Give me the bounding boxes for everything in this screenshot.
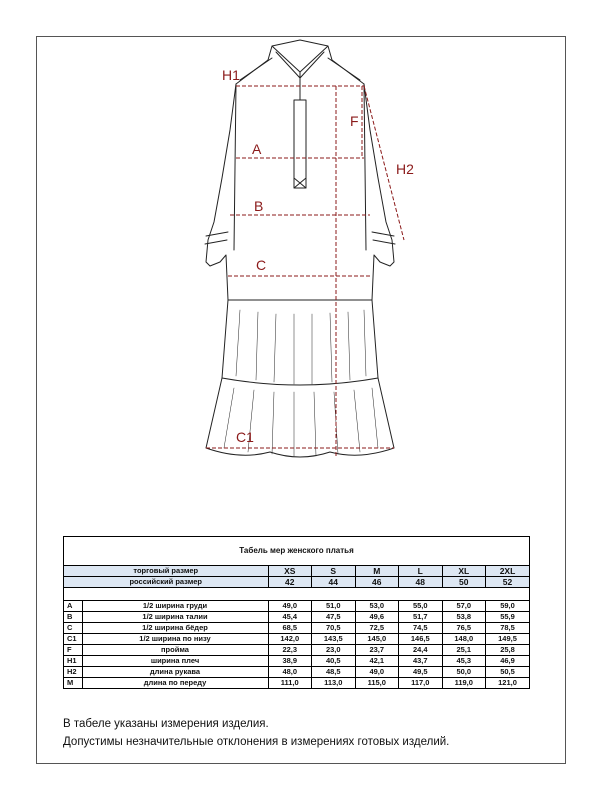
measurement-label: 1/2 ширина груди xyxy=(82,601,268,612)
measure-label-a: A xyxy=(252,141,262,157)
russian-size: 52 xyxy=(486,577,530,588)
measurement-value: 119,0 xyxy=(442,678,486,689)
size-header: M xyxy=(355,566,399,577)
measurement-value: 149,5 xyxy=(486,634,530,645)
measurement-value: 113,0 xyxy=(312,678,356,689)
measurement-row xyxy=(64,667,529,678)
size-chart-table xyxy=(64,566,529,688)
measurement-value: 78,5 xyxy=(486,623,530,634)
measurement-label: 1/2 ширина бёдер xyxy=(82,623,268,634)
russian-size: 46 xyxy=(355,577,399,588)
note-line-1: В табеле указаны измерения изделия. xyxy=(63,718,269,730)
measurement-value: 55,9 xyxy=(486,612,530,623)
measurement-value: 70,5 xyxy=(312,623,356,634)
size-header: 2XL xyxy=(486,566,530,577)
measurement-label: 1/2 ширина талии xyxy=(82,612,268,623)
placket xyxy=(294,100,306,188)
measurement-value: 53,8 xyxy=(442,612,486,623)
measure-label-c: C xyxy=(256,257,267,273)
measurement-value: 48,5 xyxy=(312,667,356,678)
measurement-value: 46,9 xyxy=(486,656,530,667)
measurement-value: 50,5 xyxy=(486,667,530,678)
first-tier xyxy=(222,300,378,385)
measurement-value: 40,5 xyxy=(312,656,356,667)
second-tier xyxy=(206,378,394,457)
measurement-row xyxy=(64,645,529,656)
measurement-label: пройма xyxy=(82,645,268,656)
measurement-value: 50,0 xyxy=(442,667,486,678)
measurement-code: C xyxy=(64,623,82,634)
measurement-value: 76,5 xyxy=(442,623,486,634)
measure-label-h2: H2 xyxy=(396,161,414,177)
measurement-value: 22,3 xyxy=(268,645,312,656)
measurement-value: 74,5 xyxy=(399,623,443,634)
measurement-value: 55,0 xyxy=(399,601,443,612)
russian-size: 50 xyxy=(442,577,486,588)
size-chart xyxy=(63,536,530,689)
measurement-code: C1 xyxy=(64,634,82,645)
measurement-value: 111,0 xyxy=(268,678,312,689)
measurement-row xyxy=(64,656,529,667)
measurement-value: 42,1 xyxy=(355,656,399,667)
measurement-label: длина рукава xyxy=(82,667,268,678)
measurement-value: 49,0 xyxy=(268,601,312,612)
measurement-value: 145,0 xyxy=(355,634,399,645)
measurement-value: 45,3 xyxy=(442,656,486,667)
measurement-value: 23,7 xyxy=(355,645,399,656)
measurement-value: 47,5 xyxy=(312,612,356,623)
measurement-value: 25,1 xyxy=(442,645,486,656)
measurement-row xyxy=(64,678,529,689)
measurement-value: 146,5 xyxy=(399,634,443,645)
measurement-value: 49,6 xyxy=(355,612,399,623)
measurement-value: 24,4 xyxy=(399,645,443,656)
measurement-value: 49,0 xyxy=(355,667,399,678)
collar xyxy=(268,40,332,100)
measurement-code: F xyxy=(64,645,82,656)
measurement-code: A xyxy=(64,601,82,612)
size-chart-title: Табель мер женского платья xyxy=(64,537,529,566)
measurement-value: 45,4 xyxy=(268,612,312,623)
measurement-value: 143,5 xyxy=(312,634,356,645)
size-header: XL xyxy=(442,566,486,577)
measurement-code: H2 xyxy=(64,667,82,678)
russian-size-label: российский размер xyxy=(64,577,268,588)
measure-label-h1: H1 xyxy=(222,67,240,83)
russian-size: 48 xyxy=(399,577,443,588)
measurement-value: 23,0 xyxy=(312,645,356,656)
trade-size-row xyxy=(64,566,529,577)
trade-size-label: торговый размер xyxy=(64,566,268,577)
measurement-code: M xyxy=(64,678,82,689)
measurement-value: 53,0 xyxy=(355,601,399,612)
measurement-value: 57,0 xyxy=(442,601,486,612)
measurement-value: 25,8 xyxy=(486,645,530,656)
measurement-value: 38,9 xyxy=(268,656,312,667)
measurement-value: 72,5 xyxy=(355,623,399,634)
measure-label-c1: C1 xyxy=(236,429,254,445)
measurement-value: 51,0 xyxy=(312,601,356,612)
measurement-row xyxy=(64,623,529,634)
size-header: XS xyxy=(268,566,312,577)
measurement-label: 1/2 ширина по низу xyxy=(82,634,268,645)
measurement-value: 117,0 xyxy=(399,678,443,689)
russian-size: 44 xyxy=(312,577,356,588)
note-line-2: Допустимы незначительные отклонения в измерениях готовых изделий. xyxy=(63,736,450,748)
measurement-code: H1 xyxy=(64,656,82,667)
russian-size: 42 xyxy=(268,577,312,588)
measurement-value: 142,0 xyxy=(268,634,312,645)
measurement-value: 121,0 xyxy=(486,678,530,689)
measurement-value: 43,7 xyxy=(399,656,443,667)
measure-label-f: F xyxy=(350,113,359,129)
measure-label-b: B xyxy=(254,198,264,214)
measurement-value: 51,7 xyxy=(399,612,443,623)
spacer-row xyxy=(64,588,529,601)
measurement-label: длина по переду xyxy=(82,678,268,689)
measurement-label: ширина плеч xyxy=(82,656,268,667)
measurement-value: 148,0 xyxy=(442,634,486,645)
measurement-value: 68,5 xyxy=(268,623,312,634)
measurement-row xyxy=(64,612,529,623)
measurement-value: 49,5 xyxy=(399,667,443,678)
size-header: L xyxy=(399,566,443,577)
measurement-value: 48,0 xyxy=(268,667,312,678)
size-header: S xyxy=(312,566,356,577)
measurement-value: 59,0 xyxy=(486,601,530,612)
measurement-value: 115,0 xyxy=(355,678,399,689)
russian-size-row xyxy=(64,577,529,588)
measurement-code: B xyxy=(64,612,82,623)
measurement-row xyxy=(64,634,529,645)
measurement-row xyxy=(64,601,529,612)
